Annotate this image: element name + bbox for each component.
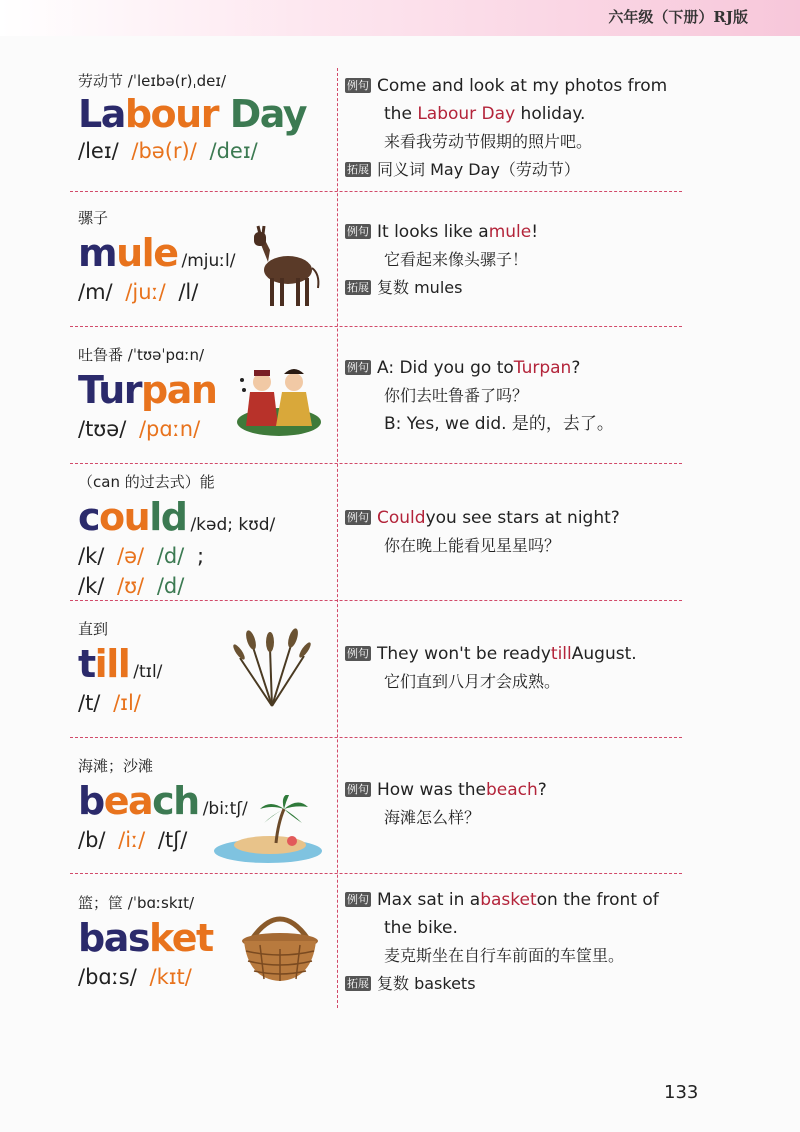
word-part: ule xyxy=(116,231,178,275)
highlight-word: Labour Day xyxy=(417,104,516,124)
example-tag: 例句 xyxy=(347,79,369,92)
example-sentence: A: Did you go to xyxy=(377,358,514,378)
page-number: 133 xyxy=(664,1082,699,1103)
word-part: m xyxy=(78,231,117,275)
word-part: ch xyxy=(152,779,199,823)
phonics-item: /ə/ xyxy=(117,544,145,568)
word-part: pan xyxy=(141,368,217,412)
row-divider xyxy=(70,191,682,192)
example-sentence: the xyxy=(384,104,418,124)
example-tag: 例句 xyxy=(347,783,369,796)
basket-illustration xyxy=(238,905,323,985)
turpan-dancers-illustration xyxy=(232,360,327,440)
example-translation: 它看起来像头骡子！ xyxy=(384,250,529,269)
row-divider xyxy=(70,326,682,327)
example-tag: 例句 xyxy=(347,225,369,238)
word-part: Tur xyxy=(78,368,142,412)
highlight-word: till xyxy=(550,644,572,664)
word-meaning: 吐鲁番 /ˈtʊəˈpɑːn/ xyxy=(78,346,205,364)
example-sentence: on the front of xyxy=(536,890,659,910)
phonics-item: /kɪt/ xyxy=(149,965,192,989)
word-part: ill xyxy=(94,642,130,686)
example-sentence: the bike. xyxy=(384,918,458,938)
word-meaning: 劳动节 /ˈleɪbə(r)ˌdeɪ/ xyxy=(78,72,227,90)
word-part: ld xyxy=(149,495,187,539)
phonics-item: /l/ xyxy=(178,280,199,304)
phonics-item: /m/ xyxy=(78,280,113,304)
example-translation: 麦克斯坐在自行车前面的车筐里。 xyxy=(384,946,625,965)
highlight-word: mule xyxy=(488,222,532,242)
phonics-item: /bə(r)/ xyxy=(131,139,197,163)
word-meaning: （can 的过去式）能 xyxy=(78,473,215,491)
example-block xyxy=(345,504,685,560)
example-sentence: ? xyxy=(571,358,581,378)
example-translation: 它们直到八月才会成熟。 xyxy=(384,672,561,691)
mule-illustration xyxy=(250,222,325,312)
row-divider xyxy=(70,463,682,464)
phonics-item: /juː/ xyxy=(125,280,166,304)
word-part: ket xyxy=(148,916,213,960)
phonics-separator: ; xyxy=(196,544,205,568)
column-divider xyxy=(337,68,338,1008)
phonics-item: /deɪ/ xyxy=(209,139,258,163)
phonics-item: /tʊə/ xyxy=(78,417,127,441)
word-part: bour xyxy=(124,92,218,136)
phonics-item: /tʃ/ xyxy=(157,828,188,852)
word-ipa: /biːtʃ/ xyxy=(202,799,248,819)
word-ipa: /tɪl/ xyxy=(133,662,163,682)
row-divider xyxy=(70,737,682,738)
extension-text: 同义词 May Day（劳动节） xyxy=(377,160,580,179)
phonics-item: /ɪl/ xyxy=(113,691,141,715)
phonics-item: /t/ xyxy=(78,691,101,715)
phonics-item: /k/ xyxy=(78,574,105,598)
example-sentence: It looks like a xyxy=(377,222,489,242)
phonics-item: /bɑːs/ xyxy=(78,965,137,989)
example-translation: 你在晚上能看见星星吗？ xyxy=(384,536,561,555)
word-entry-could xyxy=(78,471,333,598)
example-answer: B: Yes, we did. 是的，去了。 xyxy=(384,414,614,434)
row-divider xyxy=(70,600,682,601)
phonics-item: /pɑːn/ xyxy=(138,417,201,441)
example-translation: 你们去吐鲁番了吗？ xyxy=(384,386,529,405)
word-ipa: /kəd; kʊd/ xyxy=(190,515,276,535)
example-sentence: Come and look at my photos from xyxy=(377,76,668,96)
grade-label: 六年级（下册）RJ版 xyxy=(608,8,748,26)
word-part: La xyxy=(78,92,125,136)
example-block xyxy=(345,218,685,302)
example-tag: 例句 xyxy=(347,361,369,374)
phonics-item: /leɪ/ xyxy=(78,139,119,163)
example-sentence: Max sat in a xyxy=(377,890,481,910)
example-block xyxy=(345,72,685,184)
example-sentence: ! xyxy=(531,222,539,242)
phonics-item: /d/ xyxy=(156,574,185,598)
example-translation: 来看我劳动节假期的照片吧。 xyxy=(384,132,593,151)
word-part: b xyxy=(78,779,104,823)
word-meaning: 骡子 xyxy=(78,209,109,227)
word-ipa: /mjuːl/ xyxy=(181,251,236,271)
example-sentence: August. xyxy=(571,644,637,664)
example-tag: 例句 xyxy=(347,511,369,524)
phonics-item: /ʊ/ xyxy=(117,574,145,598)
extension-tag: 拓展 xyxy=(347,163,369,176)
highlight-word: beach xyxy=(485,780,538,800)
phonics-item: /iː/ xyxy=(118,828,146,852)
word-meaning: 直到 xyxy=(78,620,109,638)
example-block xyxy=(345,354,685,438)
word-part: t xyxy=(78,642,95,686)
word-meaning: 海滩；沙滩 xyxy=(78,757,154,775)
example-sentence: you see stars at night? xyxy=(425,508,620,528)
highlight-word: Could xyxy=(377,508,426,528)
highlight-word: Turpan xyxy=(513,358,572,378)
example-block xyxy=(345,776,685,832)
island-illustration xyxy=(210,795,325,865)
extension-text: 复数 baskets xyxy=(377,974,476,993)
example-translation: 海滩怎么样？ xyxy=(384,808,481,827)
word-part: ea xyxy=(103,779,153,823)
example-sentence: ? xyxy=(537,780,547,800)
wheat-illustration xyxy=(232,628,312,708)
example-tag: 例句 xyxy=(347,893,369,906)
word-entry-labour-day xyxy=(78,70,333,163)
word-part: Day xyxy=(217,92,306,136)
word-part: c xyxy=(78,495,100,539)
highlight-word: basket xyxy=(480,890,537,910)
example-sentence: holiday. xyxy=(515,104,586,124)
extension-tag: 拓展 xyxy=(347,977,369,990)
header-bar xyxy=(0,0,800,36)
example-tag: 例句 xyxy=(347,647,369,660)
word-part: bas xyxy=(78,916,149,960)
example-block xyxy=(345,886,685,998)
example-block xyxy=(345,640,685,696)
word-part: ou xyxy=(99,495,150,539)
example-sentence: How was the xyxy=(377,780,486,800)
extension-tag: 拓展 xyxy=(347,281,369,294)
row-divider xyxy=(70,873,682,874)
example-sentence: They won't be ready xyxy=(377,644,551,664)
word-meaning: 篮；筐 /ˈbɑːskɪt/ xyxy=(78,894,195,912)
extension-text: 复数 mules xyxy=(377,278,463,297)
phonics-item: /b/ xyxy=(78,828,106,852)
phonics-item: /k/ xyxy=(78,544,105,568)
phonics-item: /d/ xyxy=(156,544,185,568)
